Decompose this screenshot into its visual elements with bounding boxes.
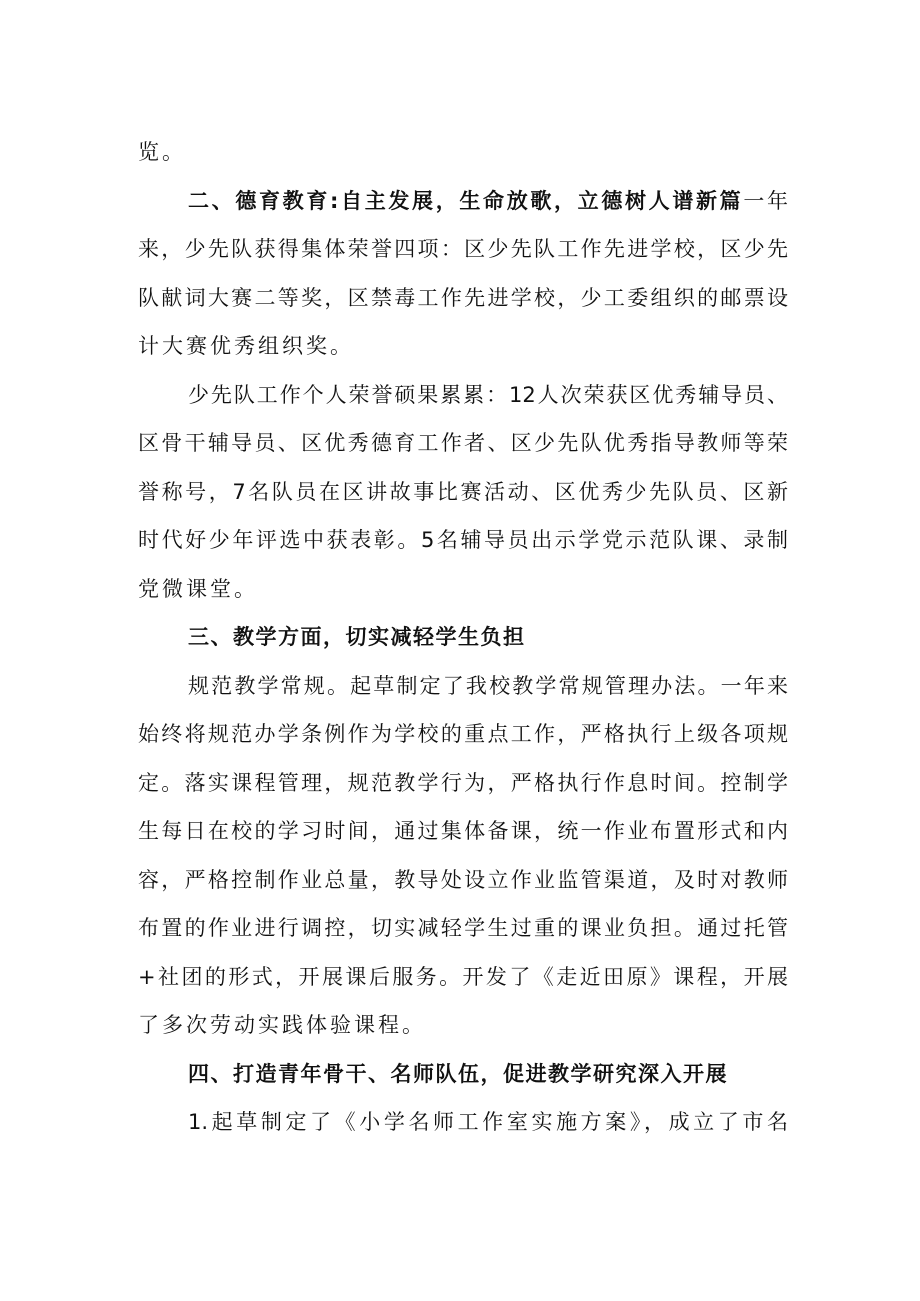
- text-line: 定。落实课程管理，规范教学行为，严格执行作息时间。控制学: [138, 770, 788, 795]
- section-heading-teaching: 三、教学方面，切实减轻学生负担: [188, 625, 526, 649]
- heading-continuation: 一年: [743, 188, 788, 213]
- text-line: 队献词大赛二等奖，区禁毒工作先进学校，少工委组织的邮票设: [138, 285, 788, 310]
- text-line: 来，少先队获得集体荣誉四项：区少先队工作先进学校，区少先: [138, 237, 788, 261]
- text-line: +社团的形式，开展课后服务。开发了《走近田原》课程，开展: [138, 964, 788, 989]
- text-line: 生每日在校的学习时间，通过集体备课，统一作业布置形式和内: [138, 819, 788, 843]
- text-line: 区骨干辅导员、区优秀德育工作者、区少先队优秀指导教师等荣: [138, 431, 788, 455]
- text-line: 览。: [138, 140, 186, 164]
- document-page: [138, 128, 788, 1147]
- text-line: 了多次劳动实践体验课程。: [138, 1013, 426, 1037]
- text-line: 始终将规范办学条例作为学校的重点工作，严格执行上级各项规: [138, 722, 788, 746]
- heading-text: 二、德育教育:自主发展，生命放歌，立德树人谱新篇: [188, 188, 744, 213]
- text-line: 时代好少年评选中获表彰。5名辅导员出示学党示范队课、录制: [138, 528, 788, 552]
- text-line: 布置的作业进行调控，切实减轻学生过重的课业负担。通过托管: [138, 916, 788, 940]
- text-line: 誉称号，7名队员在区讲故事比赛活动、区优秀少先队员、区新: [138, 479, 788, 504]
- text-line: 少先队工作个人荣誉硕果累累：12人次荣获区优秀辅导员、: [188, 382, 788, 407]
- section-heading-teachers: 四、打造青年骨干、名师队伍，促进教学研究深入开展: [188, 1061, 728, 1086]
- section-heading-moral-education: [138, 177, 788, 226]
- text-line: 1.起草制定了《小学名师工作室实施方案》，成立了市名: [188, 1110, 788, 1134]
- text-line: 党微课堂。: [138, 576, 258, 601]
- text-line: 容，严格控制作业总量，教导处设立作业监管渠道，及时对教师: [138, 867, 788, 892]
- text-line: 规范教学常规。起草制定了我校教学常规管理办法。一年来: [188, 673, 788, 698]
- text-line: 计大赛优秀组织奖。: [138, 334, 354, 358]
